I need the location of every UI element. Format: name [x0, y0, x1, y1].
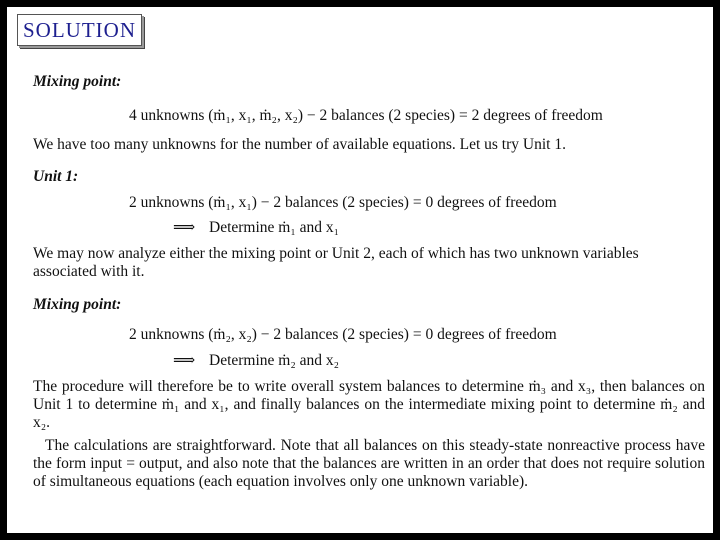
unit1-heading: Unit 1:	[33, 168, 79, 185]
analysis-note: We may now analyze either the mixing point or Unit 2, each of which has two unknown variables associated with it.	[33, 245, 639, 280]
mixing-point-2-implication	[173, 351, 339, 370]
implies-arrow-icon: ⟹	[173, 352, 196, 369]
mixing-point-dof-equation: 4 unknowns (ṁ₁, x₁, ṁ₂, x₂) − 2 balances (2 species) = 2 degrees of freedom	[129, 107, 603, 124]
unknowns-note: We have too many unknowns for the number of available equations. Let us try Unit 1.	[33, 136, 566, 153]
mixing-point-2-determine: Determine ṁ₂ and x₂	[209, 352, 340, 369]
unit1-dof-equation: 2 unknowns (ṁ₁, x₁) − 2 balances (2 species) = 0 degrees of freedom	[129, 194, 557, 211]
unit1-implication	[173, 218, 339, 237]
slide-page	[7, 7, 713, 533]
procedure-paragraph: The procedure will therefore be to write overall system balances to determine ṁ₃ and x₃, then balances on Unit 1 to determine ṁ₁ and x₁, and finally balances on the intermediate mixing point to determine ṁ₂ and x₂.	[33, 378, 705, 431]
mixing-point-2-dof-equation: 2 unknowns (ṁ₂, x₂) − 2 balances (2 species) = 0 degrees of freedom	[129, 326, 557, 343]
calculations-paragraph: The calculations are straightforward. Note that all balances on this steady-state nonreactive process have the form input = output, and also note that the balances are written in an order that does not require solution of simultaneous equations (each equation involves only one unknown variable).	[33, 437, 705, 490]
mixing-point-heading: Mixing point:	[33, 73, 122, 90]
unit1-determine: Determine ṁ₁ and x₁	[209, 219, 340, 236]
mixing-point-heading-2: Mixing point:	[33, 296, 122, 313]
implies-arrow-icon: ⟹	[173, 219, 196, 236]
solution-title: SOLUTION	[17, 14, 142, 46]
